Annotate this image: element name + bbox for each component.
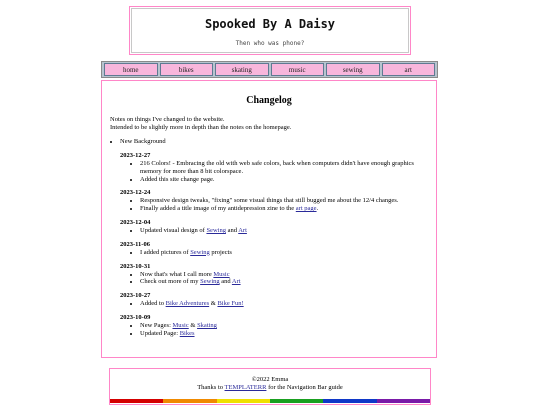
credits-line <box>110 384 430 392</box>
entry-date: 2023-12-27 <box>120 152 151 159</box>
entry-date: 2023-10-09 <box>120 313 151 321</box>
nav-home[interactable]: home <box>104 63 158 76</box>
entry-date: 2023-10-27 <box>120 292 151 300</box>
nav-skating[interactable]: skating <box>215 63 269 76</box>
changelog-entry <box>120 241 428 257</box>
changelog-entry <box>120 292 428 308</box>
site-tagline: Then who was phone? <box>235 40 305 47</box>
changelog-panel <box>101 80 437 358</box>
changelog-entry <box>120 219 428 235</box>
item-text: . <box>316 205 319 213</box>
list-item <box>140 205 428 213</box>
page-link[interactable]: Sewing <box>200 278 220 286</box>
item-text: I added pictures of <box>140 248 191 256</box>
page-link[interactable]: Sewing <box>206 226 226 234</box>
list-item <box>140 278 428 286</box>
list-item <box>120 138 428 338</box>
item-text: Finally added a title image of my antidepression zine to the <box>140 205 296 213</box>
item-text: New Pages: <box>140 321 173 329</box>
item-text: Added this site change page. <box>140 175 215 183</box>
credits-prefix: Thanks to <box>197 384 225 391</box>
entry-list <box>120 300 428 308</box>
list-item-text: New Background <box>120 138 166 145</box>
changelog-entry <box>120 189 428 213</box>
changelog-entry <box>120 263 428 287</box>
top-list <box>110 138 428 338</box>
item-text: & <box>188 321 198 329</box>
item-text: Now that's what I call more <box>140 270 214 278</box>
page-link[interactable]: Bikes <box>179 329 195 337</box>
changelog-entry <box>120 152 428 183</box>
list-item <box>140 271 428 279</box>
item-text: & <box>209 300 218 308</box>
page-link[interactable]: art page <box>295 205 317 213</box>
item-text: projects <box>209 248 232 256</box>
entry-list <box>120 249 428 257</box>
item-text: Added to <box>140 300 166 308</box>
rainbow-band <box>377 399 430 403</box>
item-text: Updated Page: <box>140 329 180 337</box>
item-text: and <box>219 278 232 286</box>
copyright-text: ©2022 Emma <box>251 376 289 383</box>
page-link[interactable]: Art <box>238 226 247 234</box>
entry-date: 2023-12-04 <box>120 218 151 226</box>
list-item <box>140 249 428 257</box>
site-footer <box>109 368 431 405</box>
changelog-entry <box>120 314 428 338</box>
list-item <box>140 176 428 184</box>
entry-list <box>120 271 428 287</box>
intro-line: Notes on things I've changed to the website. <box>110 116 225 123</box>
page-link[interactable]: Music <box>172 321 189 329</box>
page-title: Changelog <box>246 95 292 106</box>
nav-sewing[interactable]: sewing <box>326 63 380 76</box>
entry-list <box>120 197 428 213</box>
item-text: Updated visual design of <box>140 226 207 234</box>
entry-date: 2023-12-24 <box>120 189 151 197</box>
navigation-bar <box>101 61 438 78</box>
item-text: 216 Colors! - Embracing the old with web safe colors, back when computers didn't have enough graphics memory for more than 8 bit colorspace. <box>140 160 414 175</box>
rainbow-band <box>323 399 376 403</box>
intro-text <box>110 116 428 132</box>
page-link[interactable]: Bike Adventures <box>165 300 210 308</box>
page-link[interactable]: Bike Fun! <box>217 300 244 308</box>
entry-date: 2023-11-06 <box>120 240 150 248</box>
list-item <box>140 160 428 176</box>
nav-bikes[interactable]: bikes <box>160 63 214 76</box>
entry-list <box>120 322 428 338</box>
entry-list <box>120 227 428 235</box>
nav-music[interactable]: music <box>271 63 325 76</box>
page-link[interactable]: Sewing <box>190 248 210 256</box>
page-link[interactable]: Skating <box>197 321 217 329</box>
rainbow-band <box>163 399 216 403</box>
list-item <box>140 330 428 338</box>
site-header <box>129 6 411 55</box>
site-title: Spooked By A Daisy <box>204 17 336 31</box>
list-item <box>140 227 428 235</box>
credits-suffix: for the Navigation Bar guide <box>266 384 343 391</box>
rainbow-band <box>270 399 323 403</box>
rainbow-band <box>110 399 163 403</box>
rainbow-stripe <box>110 399 430 403</box>
item-text: and <box>225 226 239 234</box>
nav-art[interactable]: art <box>382 63 436 76</box>
item-text: Check out more of my <box>140 278 201 286</box>
changelog-entries <box>120 152 428 338</box>
list-item <box>140 300 428 308</box>
page-link[interactable]: Art <box>231 278 241 286</box>
intro-line: Intended to be slightly more in depth than the notes on the homepage. <box>110 124 292 131</box>
rainbow-band <box>217 399 270 403</box>
templaterr-link[interactable]: TEMPLATERR <box>224 384 267 391</box>
entry-date: 2023-10-31 <box>120 262 151 270</box>
page-link[interactable]: Music <box>213 270 230 278</box>
list-item <box>140 322 428 330</box>
entry-list <box>120 160 428 183</box>
list-item <box>140 197 428 205</box>
item-text: Responsive design tweaks, "fixing" some visual things that still bugged me about the 12/4 changes. <box>140 197 399 205</box>
